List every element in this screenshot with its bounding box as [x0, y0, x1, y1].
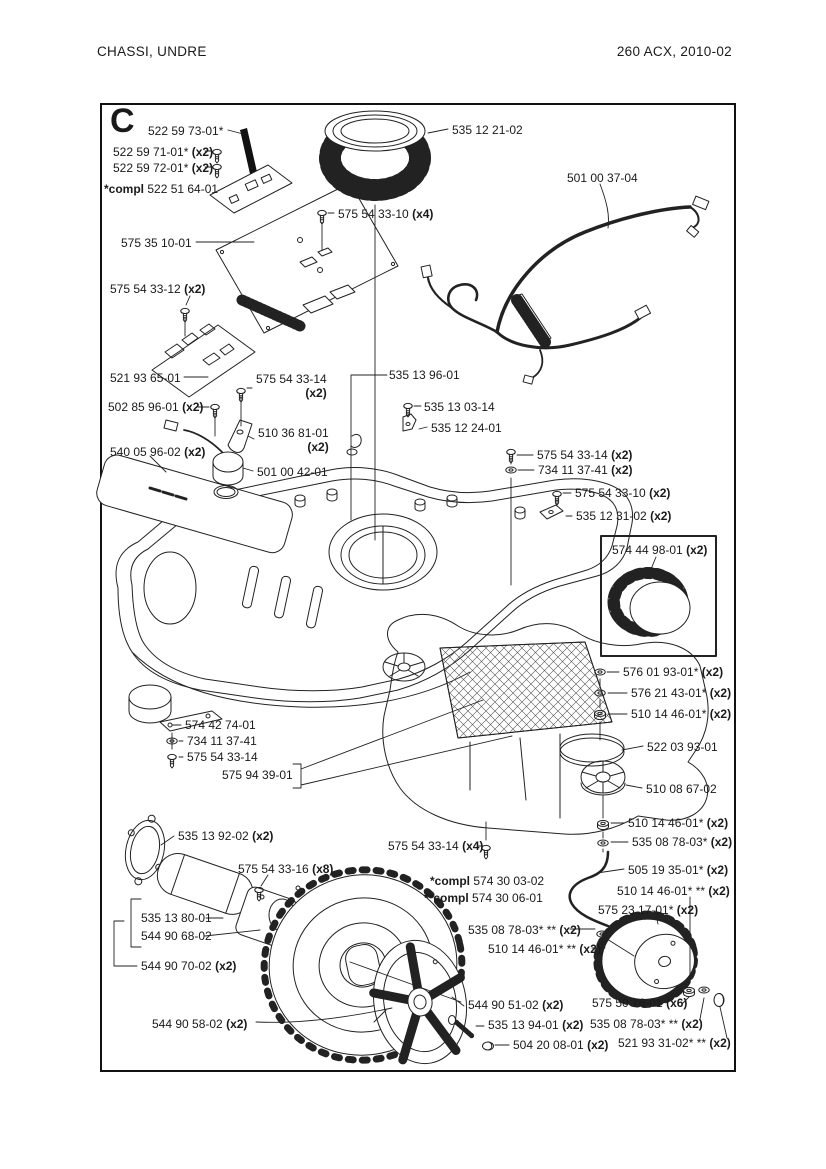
part-label: 535 13 94-01 (x2) [488, 1018, 584, 1032]
part-label: 574 42 74-01 [185, 718, 256, 732]
part-label: 734 11 37-41 [187, 734, 257, 748]
part-label: 510 14 46-01* ** (x2) [488, 942, 601, 956]
washer-icon [699, 987, 709, 993]
clip-535-12-31 [540, 505, 563, 519]
part-label: 544 90 68-02 [141, 929, 212, 943]
part-label: 510 14 46-01* ** (x2) [617, 884, 730, 898]
part-label: 535 12 24-01 [431, 421, 502, 435]
nut-icon [598, 820, 609, 829]
part-label: 501 00 37-04 [567, 171, 638, 185]
cable-hook-ring [347, 449, 357, 455]
chassis-lower-shell [383, 614, 708, 834]
part-label: **compl 574 30 06-01 [424, 891, 543, 905]
part-label: 535 13 03-14 [424, 400, 495, 414]
part-label: 504 20 08-01 (x2) [513, 1038, 609, 1052]
part-label: 540 05 96-02 (x2) [110, 445, 206, 459]
caster-wheel [129, 685, 222, 731]
axle-end-cap [714, 994, 724, 1007]
part-label: 522 03 93-01 [647, 740, 718, 754]
screw-icon [213, 149, 221, 163]
antenna-board [210, 128, 292, 213]
part-label: 734 11 37-41 (x2) [538, 463, 633, 477]
washer-icon [598, 840, 608, 846]
part-label: 521 93 31-02* ** (x2) [618, 1036, 731, 1050]
part-label: 575 23 17-01* (x2) [598, 903, 699, 917]
clip-535-12-24 [403, 414, 416, 431]
screw-icon [482, 845, 490, 859]
section-letter: C [110, 102, 135, 140]
part-label: 535 08 78-03* (x2) [632, 835, 733, 849]
part-label: 574 44 98-01 (x2) [612, 543, 708, 557]
drive-belt-ring [560, 734, 624, 766]
part-label: 522 59 73-01* [148, 124, 224, 138]
part-label: 575 54 33-16 (x8) [238, 862, 334, 876]
part-label: 575 35 10-01 [121, 236, 192, 250]
hub-cap-plug [483, 1042, 494, 1050]
part-label: 575 54 33-10 (x2) [575, 486, 671, 500]
part-label: 505 19 35-01* (x2) [628, 863, 729, 877]
part-label: 535 12 31-02 (x2) [576, 509, 672, 523]
part-label: 575 54 33-14 (x2) [537, 448, 633, 462]
part-label: 576 21 43-01* (x2) [631, 686, 732, 700]
part-label: 535 13 96-01 [389, 368, 460, 382]
inset-box [601, 536, 716, 656]
part-label: 535 08 78-03* ** (x2) [468, 923, 581, 937]
part-label: 575 54 33-10 (x4) [338, 207, 434, 221]
part-label: 522 59 71-01* (x2) [113, 145, 214, 159]
battery [94, 452, 296, 556]
part-label: 575 54 33-12 (x2) [110, 282, 206, 296]
screw-icon [213, 164, 221, 178]
part-label: 521 93 65-01 [110, 371, 181, 385]
part-label: 575 54 33-14 (x4) [388, 839, 484, 853]
washer-icon [595, 669, 605, 675]
part-label: 522 59 72-01* (x2) [113, 161, 214, 175]
secondary-circuit-board [152, 324, 255, 397]
washer-icon [506, 467, 516, 473]
part-label: 575 50 76-01 (x6) [592, 996, 688, 1010]
part-label: 544 90 51-02 (x2) [468, 998, 564, 1012]
part-label: 501 00 42-01 [257, 465, 328, 479]
part-label: 544 90 58-02 (x2) [152, 1017, 248, 1031]
part-label: *compl 574 30 03-02 [430, 874, 545, 888]
part-label: 502 85 96-01 (x2) [108, 400, 204, 414]
part-label: 575 94 39-01 [222, 768, 293, 782]
part-label: 510 08 67-02 [646, 782, 717, 796]
part-label: 535 13 92-02 (x2) [178, 829, 274, 843]
part-label: 510 14 46-01* (x2) [631, 707, 732, 721]
part-label: 535 08 78-03* ** (x2) [590, 1017, 703, 1031]
model-reference: 260 ACX, 2010-02 [616, 44, 732, 59]
part-label: 535 13 80-01 [141, 911, 212, 925]
part-label: 575 54 33-14 [187, 750, 258, 764]
cable-hook [351, 434, 361, 447]
part-label: 576 01 93-01* (x2) [623, 665, 724, 679]
part-label: 575 54 33-14 (x2) [256, 372, 327, 400]
diagram-art [94, 111, 727, 1079]
part-label: 510 14 46-01* (x2) [628, 816, 729, 830]
part-label: *compl 522 51 64-01 [104, 182, 219, 196]
fan-hub-left [383, 653, 425, 681]
part-label: 510 36 81-01 (x2) [258, 426, 329, 454]
part-label: 535 12 21-02 [452, 123, 523, 137]
screw-icon [168, 754, 176, 768]
ribbed-drum [325, 111, 425, 197]
wiring-harness [421, 196, 709, 384]
part-label: 544 90 70-02 (x2) [141, 959, 237, 973]
page-title: CHASSI, UNDRE [97, 44, 207, 59]
